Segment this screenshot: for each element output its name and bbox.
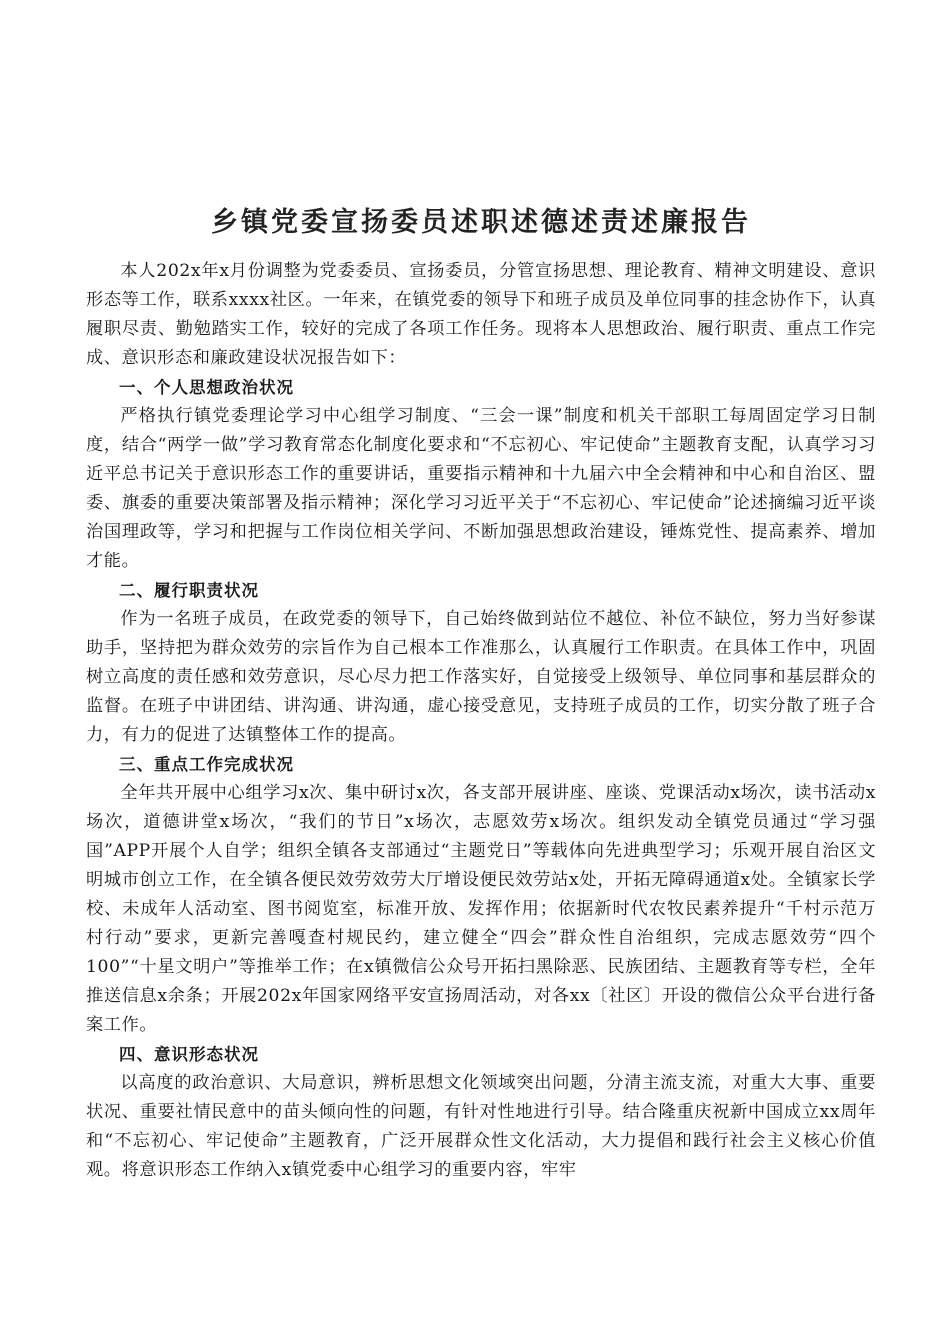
section-heading-4: 四、意识形态状况 xyxy=(119,1045,259,1064)
section-heading-3: 三、重点工作完成状况 xyxy=(119,755,294,774)
section-body-2: 作为一名班子成员，在政党委的领导下，自己始终做到站位不越位、补位不缺位，努力当好参谋助手，坚持把为群众效劳的宗旨作为自己根本工作准那么，认真履行工作职责。在具体工作中，巩固树立高度的责任感和效劳意识，尽心尽力把工作落实好，自觉接受上级领导、单位同事和基层群众的监督。在班子中讲团结、讲沟通、讲沟通，虚心接受意见，支持班子成员的工作，切实分散了班子合力，有力的促进了达镇整体工作的提高。 xyxy=(86,609,876,745)
section-body-3: 全年共开展中心组学习x次、集中研讨x次，各支部开展讲座、座谈、党课活动x场次，读书活动x场次，道德讲堂x场次，“我们的节日”x场次，志愿效劳x场次。组织发动全镇党员通过“学习强国”APP开展个人自学；组织全镇各支部通过“主题党日”等载体向先进典型学习；乐观开展自治区文明城市创立工作，在全镇各便民效劳效劳大厅增设便民效劳站x处，开拓无障碍通道x处。全镇家长学校、未成年人活动室、图书阅览室，标准开放、发挥作用；依据新时代农牧民素养提升“千村示范万村行动”要求，更新完善嘎查村规民约，建立健全“四会”群众性自治组织，完成志愿效劳“四个100”“十星文明户”等推举工作；在x镇微信公众号开拓扫黑除恶、民族团结、主题教育等专栏，全年推送信息x余条；开展202x年国家网络平安宣扬周活动，对各xx〔社区〕开设的微信公众平台进行备案工作。 xyxy=(86,783,876,1035)
section-heading-1: 一、个人思想政治状况 xyxy=(119,378,294,397)
section-body-1: 严格执行镇党委理论学习中心组学习制度、“三会一课”制度和机关干部职工每周固定学习日制度，结合“两学一做”学习教育常态化制度化要求和“不忘初心、牢记使命”主题教育支配，认真学习习近平总书记关于意识形态工作的重要讲话，重要指示精神和十九届六中全会精神和中心和自治区、盟委、旗委的重要决策部署及指示精神；深化学习习近平关于“不忘初心、牢记使命”论述摘编习近平谈治国理政等，学习和把握与工作岗位相关学问、不断加强思想政治建设，锤炼党性、提高素养、增加才能。 xyxy=(86,406,876,571)
intro-paragraph: 本人202x年x月份调整为党委委员、宣扬委员，分管宣扬思想、理论教育、精神文明建设、意识形态等工作，联系xxxx社区。一年来，在镇党委的领导下和班子成员及单位同事的挂念协作下，认真履职尽责、勤勉踏实工作，较好的完成了各项工作任务。现将本人思想政治、履行职责、重点工作完成、意识形态和廉政建设状况报告如下： xyxy=(86,261,876,368)
document-title: 乡镇党委宣扬委员述职述德述责述廉报告 xyxy=(211,207,751,238)
document-page xyxy=(86,200,876,1185)
section-heading-2: 二、履行职责状况 xyxy=(119,581,259,600)
section-body-4: 以高度的政治意识、大局意识，辨析思想文化领域突出问题，分清主流支流，对重大大事、重要状况、重要社情民意中的苗头倾向性的问题，有针对性地进行引导。结合隆重庆祝新中国成立xx周年和“不忘初心、牢记使命”主题教育，广泛开展群众性文化活动，大力提倡和践行社会主义核心价值观。将意识形态工作纳入x镇党委中心组学习的重要内容，牢牢 xyxy=(86,1073,876,1180)
